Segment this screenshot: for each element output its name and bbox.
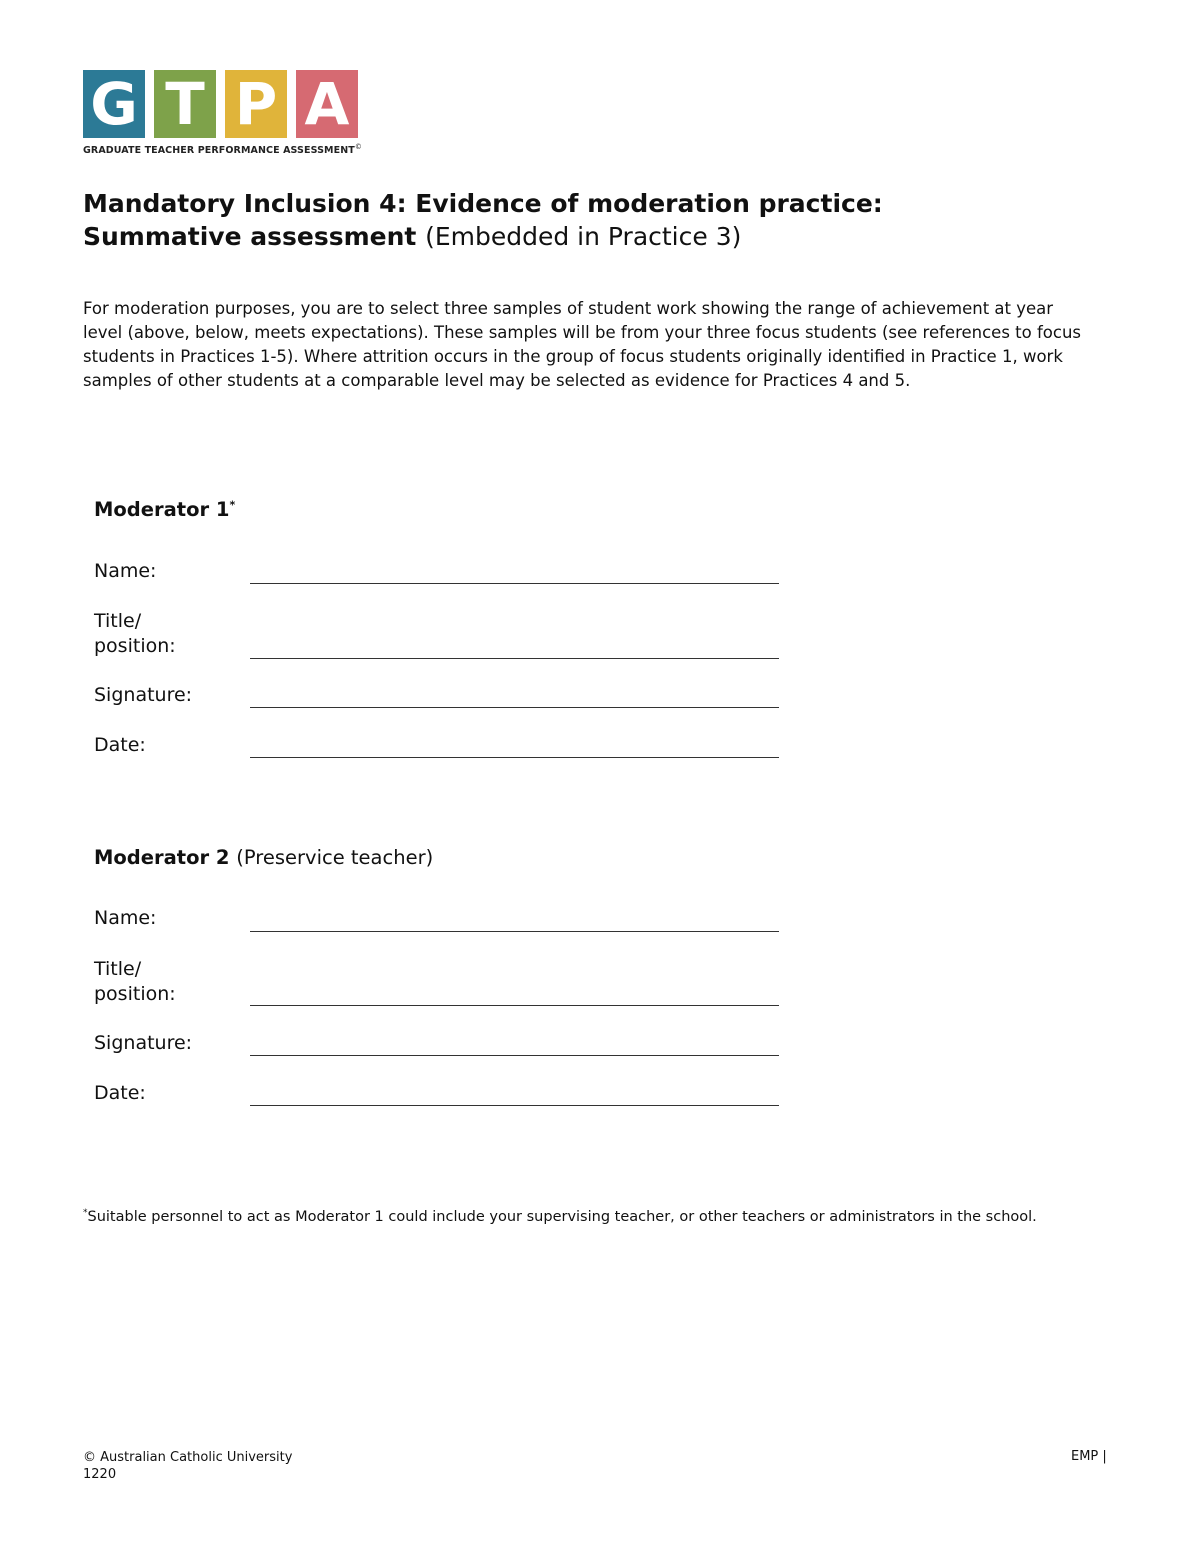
title-line-1: Mandatory Inclusion 4: Evidence of moderation practice: [83,189,883,218]
footer-doc-code: EMP | [1071,1449,1107,1464]
logo-tile-p: P [225,70,287,138]
title-line-2-bold: Summative assessment [83,222,417,251]
footnote-asterisk: * [83,1208,88,1218]
moderator-2-note: (Preservice teacher) [236,846,434,869]
footnote [83,1208,1037,1225]
moderator-2-date-label: Date: [94,1082,146,1104]
logo-subtitle [83,143,362,156]
logo-copyright-mark: © [354,143,362,151]
footer-copyright [83,1449,323,1483]
moderator-2-title-label-line1: Title/ [94,958,142,980]
moderator-1-asterisk: * [229,498,236,512]
moderator-1-date-label: Date: [94,734,146,756]
logo-tile-a: A [296,70,358,138]
title-line-2-note: (Embedded in Practice 3) [425,222,742,251]
gtpa-logo [83,70,373,160]
moderator-2-name-line[interactable] [250,931,779,932]
moderator-1-name-line[interactable] [250,583,779,584]
moderator-1-title-label-line2: position: [94,635,176,657]
moderator-1-heading-text: Moderator 1 [94,498,230,521]
logo-subtitle-text: GRADUATE TEACHER PERFORMANCE ASSESSMENT [83,145,355,157]
moderator-1-signature-label: Signature: [94,684,193,706]
footnote-text: Suitable personnel to act as Moderator 1 could include your supervising teacher, or other teachers or administrators in the school. [87,1208,1037,1225]
moderator-2-heading [94,846,433,869]
moderator-2-title-line[interactable] [250,1005,779,1006]
moderator-2-signature-line[interactable] [250,1055,779,1056]
page-title [83,187,1123,253]
footer-copyright-line1: © Australian Catholic University [83,1450,293,1465]
moderator-2-title-label-line2: position: [94,983,176,1005]
moderator-1-title-label [94,609,244,659]
moderator-1-date-line[interactable] [250,757,779,758]
moderator-1-signature-line[interactable] [250,707,779,708]
moderator-1-title-line[interactable] [250,658,779,659]
title-line-2 [83,220,1123,253]
moderator-2-date-line[interactable] [250,1105,779,1106]
footer-copyright-line2: 1220 [83,1467,117,1482]
moderator-1-title-label-line1: Title/ [94,610,142,632]
intro-paragraph: For moderation purposes, you are to select three samples of student work showing the range of achievement at year level (above, below, meets expectations). These samples will be from your three focus students (see references to focus students in Practices 1-5). Where attrition occurs in the group of focus students originally identified in Practice 1, work samples of other students at a comparable level may be selected as evidence for Practices 4 and 5. [83,299,1082,390]
moderator-2-title-label [94,957,244,1007]
logo-tile-t: T [154,70,216,138]
moderator-1-name-label: Name: [94,560,157,582]
moderator-2-signature-label: Signature: [94,1032,193,1054]
logo-tile-g: G [83,70,145,138]
moderator-1-heading [94,498,235,521]
moderator-2-name-label: Name: [94,907,157,929]
moderator-2-heading-text: Moderator 2 [94,846,230,869]
